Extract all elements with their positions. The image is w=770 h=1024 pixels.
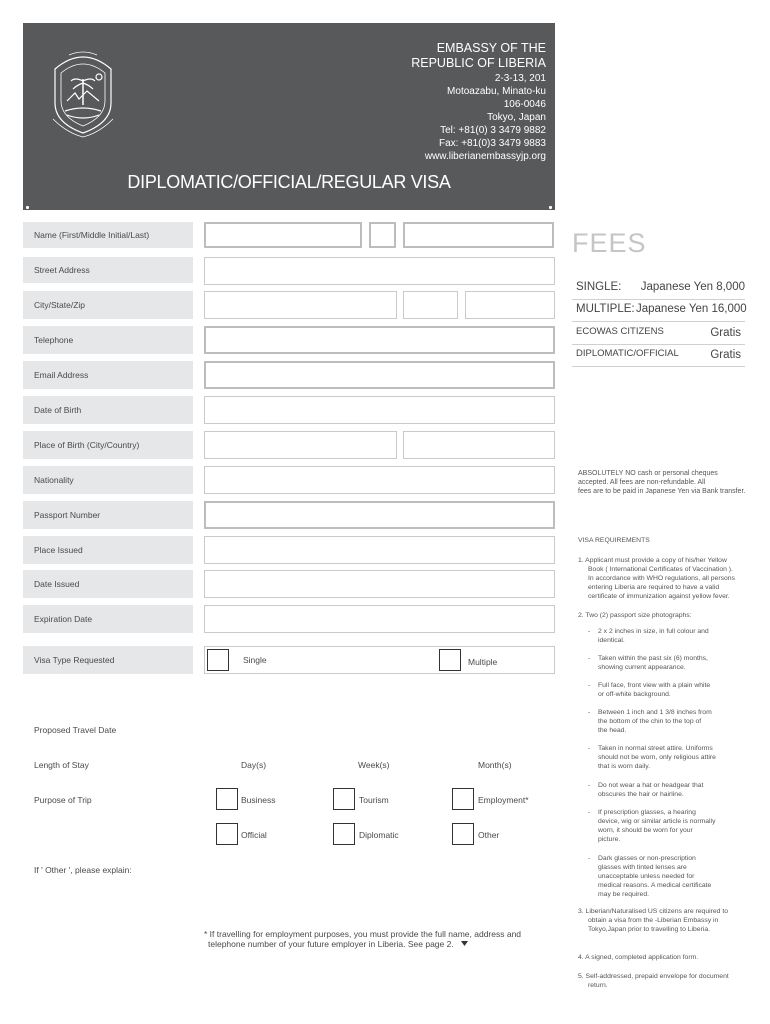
birth-city-field[interactable] (204, 431, 397, 459)
dropdown-arrow-icon[interactable] (461, 941, 468, 946)
purpose-label: Purpose of Trip (34, 795, 92, 805)
nationality-field[interactable] (204, 466, 555, 494)
corner-mark (549, 206, 552, 209)
fax-line: Fax: +81(0)3 3479 9883 (438, 138, 546, 149)
telephone-label: Telephone (23, 326, 193, 354)
bullet-dash: - (588, 655, 591, 662)
requirement-line: 2. Two (2) passport size photographs: (578, 612, 692, 619)
photo-rule-line: medical reasons. A medical certificate (598, 882, 712, 889)
place-issued-label: Place Issued (23, 536, 193, 564)
requirement-line: 5. Self-addressed, prepaid envelope for document (578, 973, 729, 980)
website-line: www.liberianembassyjp.org (424, 151, 546, 162)
visa-type-label: Visa Type Requested (23, 646, 193, 674)
expiration-label: Expiration Date (23, 605, 193, 633)
photo-rule-line: the head. (598, 727, 627, 734)
address-line: 2-3-13, 201 (494, 73, 546, 84)
embassy-header (23, 23, 555, 210)
photo-rule-line: showing current appearance. (598, 664, 686, 671)
photo-rule-line: glasses with tinted lenses are (598, 864, 687, 871)
passport-label: Passport Number (23, 501, 193, 529)
photo-rule-line: identical. (598, 637, 625, 644)
other-explain-label: If ' Other ', please explain: (34, 865, 132, 875)
employment-checkbox[interactable] (452, 788, 474, 810)
photo-rule-line: or off-white background. (598, 691, 671, 698)
state-field[interactable] (403, 291, 458, 319)
bullet-dash: - (588, 855, 591, 862)
official-checkbox[interactable] (216, 823, 238, 845)
photo-rule-line: device, wig or similar article is normally (598, 818, 716, 825)
email-field[interactable] (204, 361, 555, 389)
fee-value: Gratis (710, 349, 741, 361)
embassy-name-line-1: EMBASSY OF THE (436, 41, 546, 55)
bullet-dash: - (588, 782, 591, 789)
photo-rule-line: Taken within the past six (6) months, (598, 655, 708, 662)
city-label: City/State/Zip (23, 291, 193, 319)
bullet-dash: - (588, 809, 591, 816)
fee-label: MULTIPLE: (576, 303, 635, 315)
photo-rule-line: If prescription glasses, a hearing (598, 809, 696, 816)
payment-note-line: ABSOLUTELY NO cash or personal cheques (578, 470, 718, 477)
date-of-birth-field[interactable] (204, 396, 555, 424)
single-label: Single (243, 655, 267, 665)
requirement-line: 3. Liberian/Naturalised US citizens are required to (578, 908, 728, 915)
requirement-line: 1. Applicant must provide a copy of his/her Yellow (578, 557, 727, 564)
length-of-stay-label: Length of Stay (34, 760, 89, 770)
requirement-line: obtain a visa from the -Liberian Embassy in (588, 917, 719, 924)
photo-rule-line: that is worn daily. (598, 763, 651, 770)
requirement-line: 4. A signed, completed application form. (578, 954, 699, 961)
birth-country-field[interactable] (403, 431, 555, 459)
middle-initial-field[interactable] (369, 222, 396, 248)
photo-rule-line: may be required. (598, 891, 650, 898)
employment-footnote-line-2: telephone number of your future employer in Liberia. See page 2. (208, 939, 454, 949)
street-label: Street Address (23, 257, 193, 283)
tourism-checkbox[interactable] (333, 788, 355, 810)
requirement-line: Book ( International Certificates of Vaccination ). (588, 566, 733, 573)
payment-note-line: fees are to be paid in Japanese Yen via Bank transfer. (578, 488, 746, 495)
fees-title: FEES (572, 228, 647, 258)
address-line: Tokyo, Japan (487, 112, 546, 123)
photo-rule-line: Full face, front view with a plain white (598, 682, 711, 689)
fee-row-diplomatic (572, 346, 745, 367)
requirements-title: VISA REQUIREMENTS (578, 537, 650, 544)
photo-rule-line: worn, it should be worn for your (598, 827, 693, 834)
bullet-dash: - (588, 628, 591, 635)
address-line: Motoazabu, Minato-ku (447, 86, 546, 97)
fee-label: SINGLE: (576, 281, 622, 293)
official-label: Official (241, 830, 267, 840)
business-label: Business (241, 795, 276, 805)
fee-row-single (572, 279, 745, 300)
tourism-label: Tourism (359, 795, 389, 805)
multiple-checkbox[interactable] (439, 649, 461, 671)
dob-label: Date of Birth (23, 396, 193, 424)
fee-value: Japanese Yen 16,000 (636, 303, 747, 315)
city-field[interactable] (204, 291, 397, 319)
photo-rule-line: 2 x 2 inches in size, in full colour and (598, 628, 709, 635)
diplomatic-checkbox[interactable] (333, 823, 355, 845)
fee-value: Japanese Yen 8,000 (640, 281, 745, 293)
employment-footnote-line-1: * If travelling for employment purposes, you must provide the full name, address and (204, 929, 522, 939)
days-label: Day(s) (241, 760, 267, 770)
embassy-name-line-2: REPUBLIC OF LIBERIA (411, 56, 546, 70)
photo-rule-line: picture. (598, 836, 621, 843)
other-label: Other (478, 830, 500, 840)
requirement-line: In accordance with WHO regulations, all persons (588, 575, 735, 582)
telephone-line: Tel: +81(0) 3 3479 9882 (440, 125, 546, 136)
fee-value: Gratis (710, 327, 741, 339)
zip-field[interactable] (465, 291, 555, 319)
date-issued-field[interactable] (204, 570, 555, 598)
single-checkbox[interactable] (207, 649, 229, 671)
photo-rule-line: Between 1 inch and 1 3/8 inches from (598, 709, 712, 716)
requirement-line: certificate of immunization against yellow fever. (588, 593, 730, 600)
photo-rule-line: Taken in normal street attire. Uniforms (598, 745, 713, 752)
bullet-dash: - (588, 709, 591, 716)
fee-row-multiple (572, 301, 745, 322)
nationality-label: Nationality (23, 466, 193, 494)
diplomatic-label: Diplomatic (359, 830, 399, 840)
employment-label: Employment* (478, 795, 529, 805)
fee-label: ECOWAS CITIZENS (576, 326, 664, 337)
visa-title: DIPLOMATIC/OFFICIAL/REGULAR VISA (127, 172, 451, 192)
email-label: Email Address (23, 361, 193, 389)
photo-rule-line: unacceptable unless needed for (598, 873, 695, 880)
pob-label: Place of Birth (City/Country) (23, 431, 193, 459)
bullet-dash: - (588, 682, 591, 689)
telephone-field[interactable] (204, 326, 555, 354)
other-checkbox[interactable] (452, 823, 474, 845)
address-line: 106-0046 (503, 99, 546, 110)
expiration-date-field[interactable] (204, 605, 555, 633)
corner-mark (26, 206, 29, 209)
photo-rule-line: should not be worn, only religious attire (598, 754, 716, 761)
photo-rule-line: the bottom of the chin to the top of (598, 718, 702, 725)
liberia-seal-icon (45, 41, 121, 141)
requirement-line: entering Liberia are required to have a valid (588, 584, 720, 591)
fee-row-ecowas (572, 324, 745, 345)
passport-number-field[interactable] (204, 501, 555, 529)
multiple-label: Multiple (468, 657, 498, 667)
photo-rule-line: Dark glasses or non-prescription (598, 855, 696, 862)
place-issued-field[interactable] (204, 536, 555, 564)
business-checkbox[interactable] (216, 788, 238, 810)
fee-label: DIPLOMATIC/OFFICIAL (576, 348, 679, 359)
photo-rule-line: Do not wear a hat or headgear that (598, 782, 704, 789)
payment-note-line: accepted. All fees are non-refundable. All (578, 479, 706, 486)
first-name-field[interactable] (204, 222, 362, 248)
last-name-field[interactable] (403, 222, 554, 248)
street-address-field[interactable] (204, 257, 555, 285)
photo-rule-line: obscures the hair or hairline. (598, 791, 684, 798)
requirement-line: return. (588, 982, 608, 989)
name-label: Name (First/Middle Initial/Last) (23, 222, 193, 248)
travel-date-label: Proposed Travel Date (34, 725, 117, 735)
months-label: Month(s) (478, 760, 512, 770)
date-issued-label: Date Issued (23, 570, 193, 598)
weeks-label: Week(s) (358, 760, 390, 770)
requirement-line: Tokyo,Japan prior to travelling to Liberia. (588, 926, 711, 933)
bullet-dash: - (588, 745, 591, 752)
